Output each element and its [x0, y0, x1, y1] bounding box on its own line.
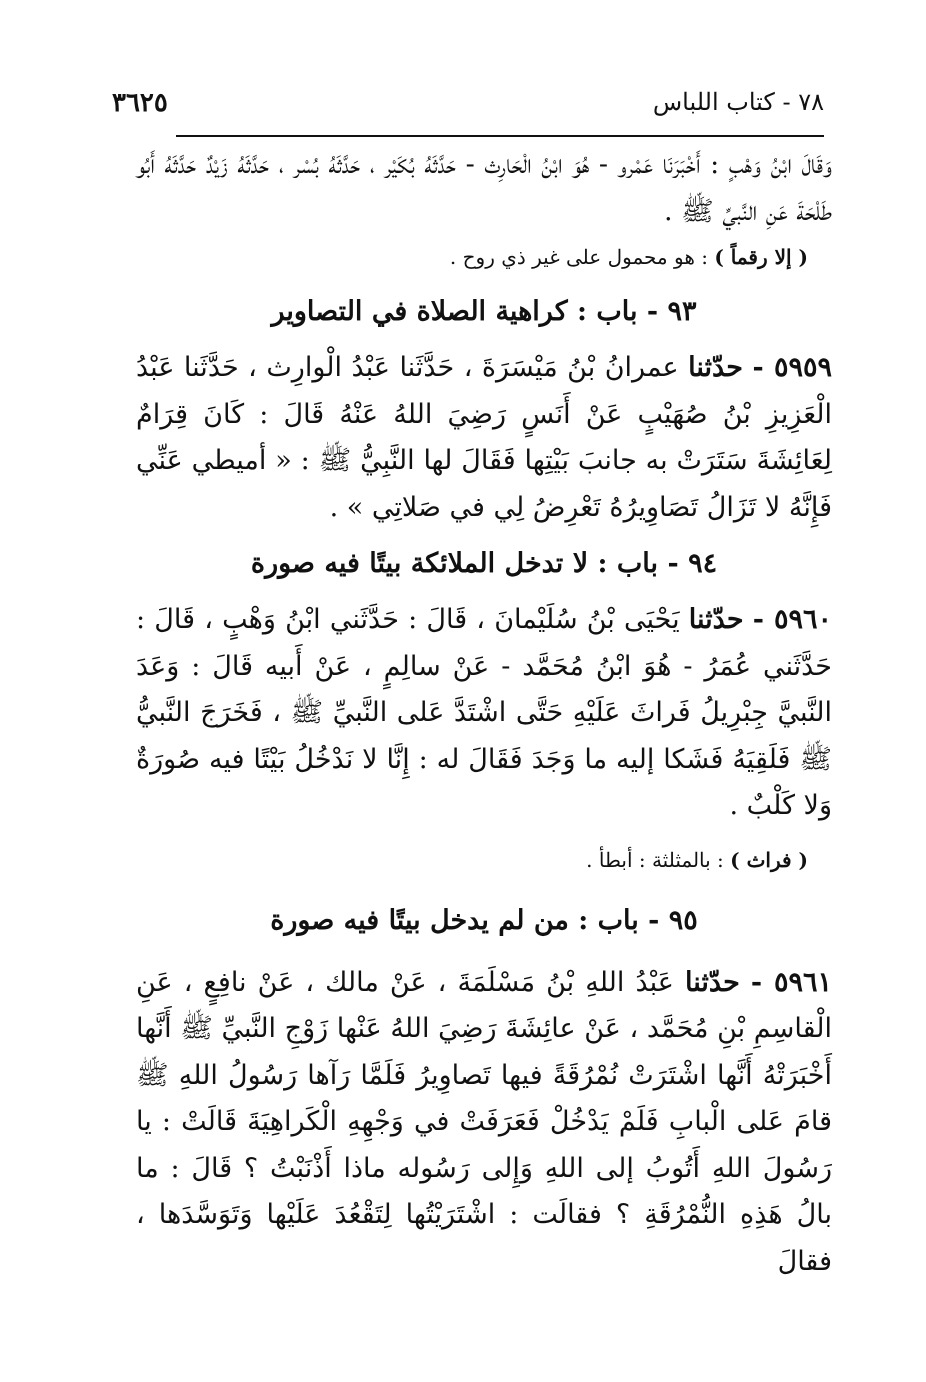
footnote-text: : هو محمول على غير ذي روح . — [449, 245, 708, 269]
hadith-text: يَحْيَى بْنُ سُلَيْمانَ ، قَالَ : حَدَّثَني ابْنُ وَهْبٍ ، قَالَ : حَدَّثَني عُمَرُ - هُوَ ابْنُ مُحَمَّد - عَنْ سالِمٍ ، عَنْ أَبيه قَالَ : وَعَدَ النَّبيَّ جِبْرِيلُ فَراثَ عَلَيْهِ حَتَّى اشْتَدَّ عَلى النَّبيِّ ﷺ ، فَخَرَجَ النَّبيُّ ﷺ فَلَقِيَهُ فَشَكا إليه ما وَجَدَ فَقَالَ له : إِنَّا لا نَدْخُلُ بَيْتًا فيه صُورَةٌ وَلا كَلْبٌ . — [136, 604, 832, 821]
page-body — [136, 142, 832, 1285]
hadith-5960 — [136, 597, 832, 830]
hadith-number: ٥٩٥٩ - — [752, 352, 832, 383]
hadith-text: عَبْدُ اللهِ بْنُ مَسْلَمَةَ ، عَنْ مالك ، عَنْ نافِعٍ ، عَنِ الْقاسِمِ بْنِ مُحَمَّد ، عَنْ عائِشَةَ رَضِيَ اللهُ عَنْها زَوْجِ النَّبيِّ ﷺ أَنَّها أَخْبَرَتْهُ أَنَّها اشْتَرَتْ نُمْرُقَةً فيها تَصاوِيرُ فَلَمَّا رَآها رَسُولُ اللهِ ﷺ قامَ عَلى الْبابِ فَلَمْ يَدْخُلْ فَعَرَفَتْ في وَجْهِهِ الْكَراهِيَةَ قَالَتْ : يا رَسُولَ اللهِ أَتُوبُ إلى اللهِ وَإِلى رَسُوله ماذا أَذْنَبْتُ ؟ قَالَ : ما بالُ هَذِهِ النُّمْرُقَةِ ؟ فقالَت : اشْتَرَيْتُها لِتَقْعُدَ عَلَيْها وَتَوَسَّدَها ، فقالَ — [136, 966, 832, 1277]
hadith-5959 — [136, 345, 832, 531]
chapter-95-title: ٩٥ - باب : من لم يدخل بيتًا فيه صورة — [270, 904, 698, 936]
intro-footnote — [136, 235, 832, 279]
hadith-lead: حدّثنا — [688, 604, 744, 635]
hadith-lead: حدّثنا — [688, 352, 743, 383]
chapter-94-title: ٩٤ - باب : لا تدخل الملائكة بيتًا فيه صورة — [250, 548, 718, 579]
hadith-number: ٥٩٦٠ - — [752, 604, 832, 635]
book-title: ٧٨ - كتاب اللباس — [652, 88, 824, 116]
hadith-number: ٥٩٦١ - — [750, 966, 832, 998]
footnote-term: ( فراث ) — [730, 847, 808, 872]
page-number: ٣٦٢٥ — [112, 88, 168, 118]
header-rule — [176, 135, 824, 137]
intro-paragraph: وَقَالَ ابْنُ وَهْبٍ : أَخْبَرَنَا عَمْرو - هُوَ ابْنُ الْحَارِث - حَدَّثَهُ بُكَيْر ، حَدَّثَهُ بُسْر ، حَدَّثَهُ زَيْدٌ حَدَّثَهُ أَبُو طَلْحَةَ عَنِ النَّبيِّ ﷺ . — [136, 149, 832, 227]
footnote-text: : بالمثلثة : أبطأ . — [586, 847, 724, 872]
footnote-term: ( إلا رقماً ) — [714, 245, 808, 269]
hadith-5960-footnote — [136, 838, 832, 882]
hadith-5961 — [136, 960, 832, 1286]
hadith-text: عمرانُ بْنُ مَيْسَرَةَ ، حَدَّثَنا عَبْدُ الْوارِث ، حَدَّثَنا عَبْدُ الْعَزِيزِ بْنُ صُهَيْبٍ عَنْ أَنَسٍ رَضِيَ اللهُ عَنْهُ قَالَ : كَانَ قِرَامٌ لِعَائِشَةَ سَتَرَتْ به جانبَ بَيْتِها فَقَالَ لها النَّبِيُّ ﷺ : « أميطي عَنِّي فَإِنَّهُ لا تَزَالُ تَصَاوِيرُهُ تَعْرِضُ لِي في صَلاتِي » . — [136, 352, 832, 523]
chapter-93-title: ٩٣ - باب : كراهية الصلاة في التصاوير — [271, 296, 697, 327]
hadith-lead: حدّثنا — [685, 966, 740, 998]
page-header — [112, 88, 824, 128]
